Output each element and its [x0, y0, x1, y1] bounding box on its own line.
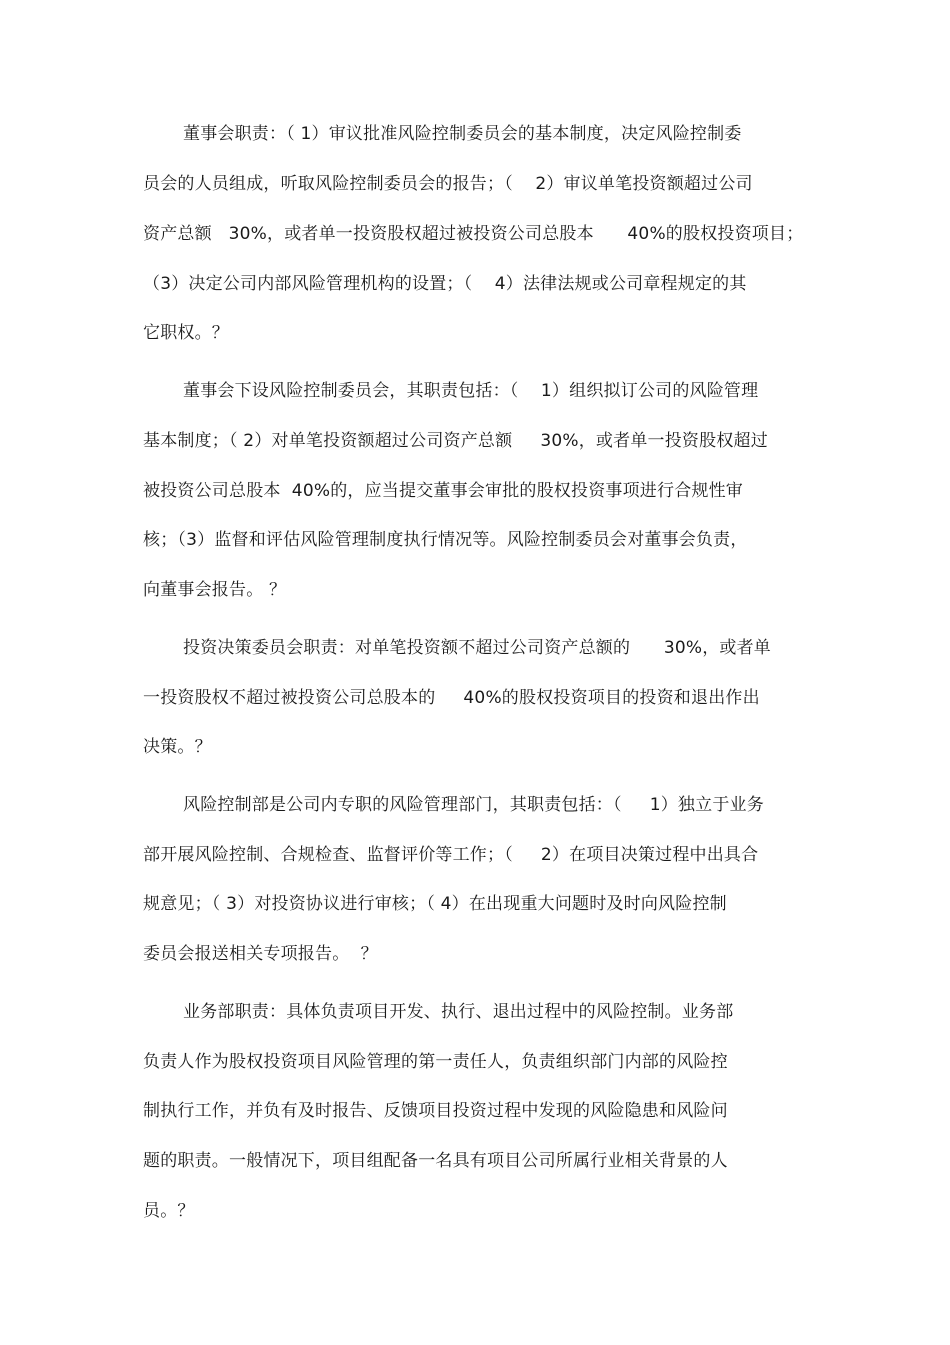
paragraph-5-line-5: 员。？ — [143, 1201, 195, 1221]
paragraph-5-line-4: 题的职责。一般情况下，项目组配备一名具有项目公司所属行业相关背景的人 — [143, 1151, 728, 1171]
paragraph-3-line-3: 决策。？ — [143, 737, 212, 757]
paragraph-2-line-5: 向董事会报告。 ？ — [143, 580, 287, 600]
paragraph-1-line-2: 员会的人员组成，听取风险控制委员会的报告；（ 2）审议单笔投资额超过公司 — [143, 174, 753, 194]
paragraph-1-line-3: 资产总额 30%，或者单一投资股权超过被投资公司总股本 40%的股权投资项目； — [143, 224, 804, 244]
paragraph-2-line-4: 核；（3）监督和评估风险管理制度执行情况等。风险控制委员会对董事会负责， — [143, 530, 748, 550]
paragraph-1-line-5: 它职权。？ — [143, 323, 229, 343]
paragraph-4-line-1: 风险控制部是公司内专职的风险管理部门，其职责包括：（ 1）独立于业务 — [183, 795, 764, 815]
paragraph-5-line-2: 负责人作为股权投资项目风险管理的第一责任人，负责组织部门内部的风险控 — [143, 1052, 728, 1072]
paragraph-3-line-2: 一投资股权不超过被投资公司总股本的 40%的股权投资项目的投资和退出作出 — [143, 688, 760, 708]
paragraph-2-line-2: 基本制度；（ 2）对单笔投资额超过公司资产总额 30%，或者单一投资股权超过 — [143, 431, 768, 451]
paragraph-1-line-1: 董事会职责：（ 1）审议批准风险控制委员会的基本制度，决定风险控制委 — [183, 124, 742, 144]
paragraph-1-line-4: （3）决定公司内部风险管理机构的设置；（ 4）法律法规或公司章程规定的其 — [143, 274, 747, 294]
paragraph-5-line-1: 业务部职责：具体负责项目开发、执行、退出过程中的风险控制。业务部 — [183, 1002, 734, 1022]
paragraph-4-line-3: 规意见；（ 3）对投资协议进行审核；（ 4）在出现重大问题时及时向风险控制 — [143, 894, 727, 914]
paragraph-3-line-1: 投资决策委员会职责：对单笔投资额不超过公司资产总额的 30%，或者单 — [183, 638, 772, 658]
paragraph-4-line-2: 部开展风险控制、合规检查、监督评价等工作；（ 2）在项目决策过程中出具合 — [143, 845, 759, 865]
paragraph-2-line-1: 董事会下设风险控制委员会，其职责包括：（ 1）组织拟订公司的风险管理 — [183, 381, 759, 401]
paragraph-2-line-3: 被投资公司总股本 40%的，应当提交董事会审批的股权投资事项进行合规性审 — [143, 481, 743, 501]
paragraph-5-line-3: 制执行工作，并负有及时报告、反馈项目投资过程中发现的风险隐患和风险问 — [143, 1101, 728, 1121]
paragraph-4-line-4: 委员会报送相关专项报告。 ？ — [143, 944, 378, 964]
